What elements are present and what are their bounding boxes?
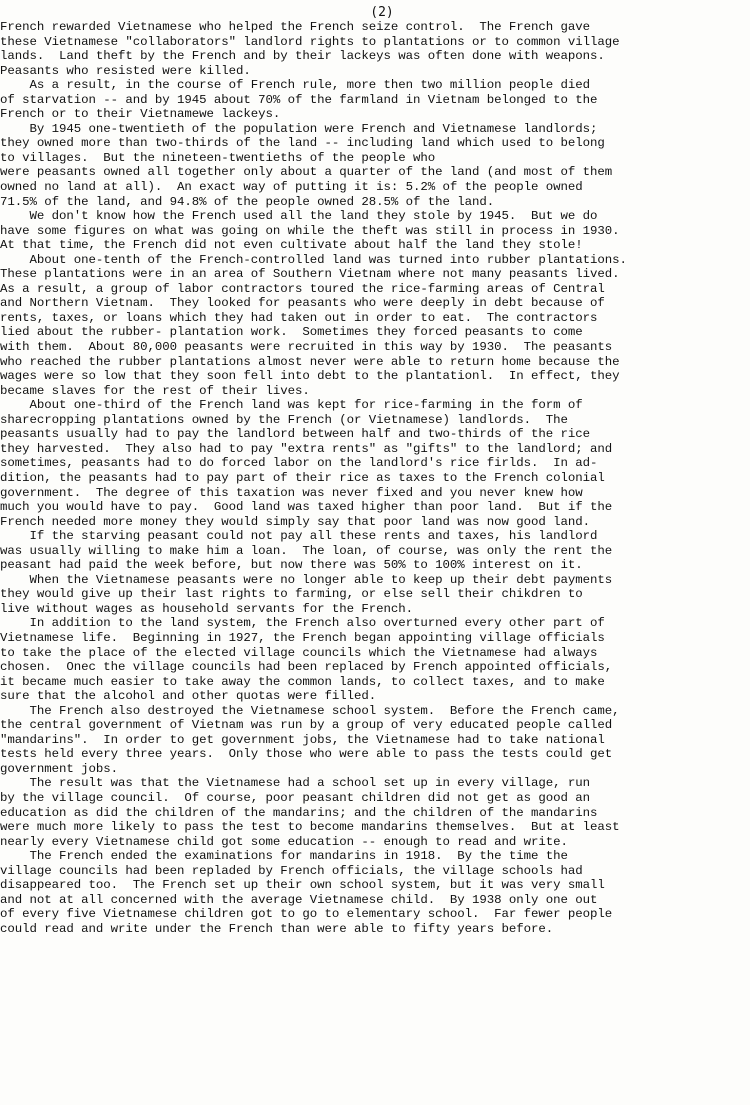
text-line: these Vietnamese "collaborators" landlord rights to plantations or to common village [0,34,620,49]
text-line: "mandarins". In order to get government jobs, the Vietnamese had to take national [0,732,605,747]
text-line: The result was that the Vietnamese had a school set up in every village, run [0,776,591,791]
text-line: Peasants who resisted were killed. [0,63,251,78]
text-line: and not at all concerned with the average Vietnamese child. By 1938 only one out [0,892,598,907]
text-line: sharecropping plantations owned by the French (or Vietnamese) landlords. The [0,412,568,427]
text-line: In addition to the land system, the French also overturned every other part of [0,616,605,631]
text-line: much you would have to pay. Good land was taxed higher than poor land. But if the [0,500,613,515]
text-line: Vietnamese life. Beginning in 1927, the French began appointing village officials [0,630,605,645]
text-line: We don't know how the French used all the land they stole by 1945. But we do [0,209,598,224]
text-line: of every five Vietnamese children got to go to elementary school. Far fewer people [0,907,613,922]
text-line: were peasants owned all together only about a quarter of the land (and most of them [0,165,613,180]
text-line: with them. About 80,000 peasants were recruited in this way by 1930. The peasants [0,340,613,355]
text-line: nearly every Vietnamese child got some education -- enough to read and write. [0,834,568,849]
text-line: have some figures on what was going on while the theft was still in process in 1930. [0,223,620,238]
text-line: When the Vietnamese peasants were no longer able to keep up their debt payments [0,572,613,587]
text-line: lied about the rubber- plantation work. Sometimes they forced peasants to come [0,325,583,340]
text-line: About one-tenth of the French-controlled land was turned into rubber plantations. [0,252,627,267]
text-line: peasant had paid the week before, but now there was 50% to 100% interest on it. [0,558,583,573]
text-line: peasants usually had to pay the landlord between half and two-thirds of the rice [0,427,591,442]
text-line: wages were so low that they soon fell into debt to the plantationl. In effect, they [0,369,620,384]
text-line: These plantations were in an area of Southern Vietnam where not many peasants lived. [0,267,620,282]
text-line: The French also destroyed the Vietnamese school system. Before the French came, [0,703,620,718]
text-line: and Northern Vietnam. They looked for peasants who were deeply in debt because of [0,296,605,311]
text-line: rents, taxes, or loans which they had taken out in order to eat. The contractors [0,310,598,325]
text-line: who reached the rubber plantations almost never were able to return home because the [0,354,620,369]
text-line: of starvation -- and by 1945 about 70% of the farmland in Vietnam belonged to the [0,92,598,107]
text-line: to take the place of the elected village councils which the Vietnamese had always [0,645,598,660]
text-line: 71.5% of the land, and 94.8% of the people owned 28.5% of the land. [0,194,495,209]
body-text [0,20,750,936]
page-number: (2) [370,5,394,20]
text-line: The French ended the examinations for mandarins in 1918. By the time the [0,849,568,864]
text-line: chosen. Onec the village councils had been replaced by French appointed officials, [0,660,613,675]
text-line: As a result, a group of labor contractors toured the rice-farming areas of Central [0,281,605,296]
text-line: sure that the alcohol and other quotas were filled. [0,689,377,704]
text-line: lands. Land theft by the French and by their lackeys was often done with weapons. [0,49,605,64]
text-line: it became much easier to take away the common lands, to collect taxes, and to make [0,674,605,689]
text-line: they harvested. They also had to pay "extra rents" as "gifts" to the landlord; and [0,441,613,456]
text-line: dition, the peasants had to pay part of their rice as taxes to the French colonial [0,470,605,485]
text-line: could read and write under the French than were able to fifty years before. [0,921,554,936]
text-line: to villages. But the nineteen-twentieths of the people who [0,150,436,165]
text-line: French needed more money they would simply say that poor land was now good land. [0,514,591,529]
text-line: tests held every three years. Only those who were able to pass the tests could get [0,747,613,762]
text-line: owned no land at all). An exact way of putting it is: 5.2% of the people owned [0,180,583,195]
text-line: If the starving peasant could not pay all these rents and taxes, his landlord [0,529,598,544]
text-line: was usually willing to make him a loan. The loan, of course, was only the rent the [0,543,613,558]
text-line: sometimes, peasants had to do forced labor on the landlord's rice firlds. In ad- [0,456,598,471]
text-line: government. The degree of this taxation was never fixed and you never knew how [0,485,583,500]
text-line: At that time, the French did not even cultivate about half the land they stole! [0,238,583,253]
text-line: they owned more than two-thirds of the land -- including land which used to belong [0,136,605,151]
text-line: French rewarded Vietnamese who helped the French seize control. The French gave [0,20,591,34]
text-line: French or to their Vietnamewe lackeys. [0,107,281,122]
text-line: As a result, in the course of French rule, more then two million people died [0,78,591,93]
text-line: government jobs. [0,761,119,776]
text-line: disappeared too. The French set up their own school system, but it was very small [0,878,605,893]
text-line: became slaves for the rest of their lives. [0,383,310,398]
text-line: By 1945 one-twentieth of the population were French and Vietnamese landlords; [0,121,598,136]
text-line: About one-third of the French land was kept for rice-farming in the form of [0,398,583,413]
text-line: they would give up their last rights to farming, or else sell their chikdren to [0,587,583,602]
text-line: village councils had been repladed by French officials, the village schools had [0,863,583,878]
text-line: the central government of Vietnam was run by a group of very educated people called [0,718,613,733]
text-line: by the village council. Of course, poor peasant children did not get as good an [0,790,591,805]
text-line: live without wages as household servants for the French. [0,601,414,616]
text-line: education as did the children of the mandarins; and the children of the mandarins [0,805,598,820]
text-line: were much more likely to pass the test to become mandarins themselves. But at least [0,820,620,835]
